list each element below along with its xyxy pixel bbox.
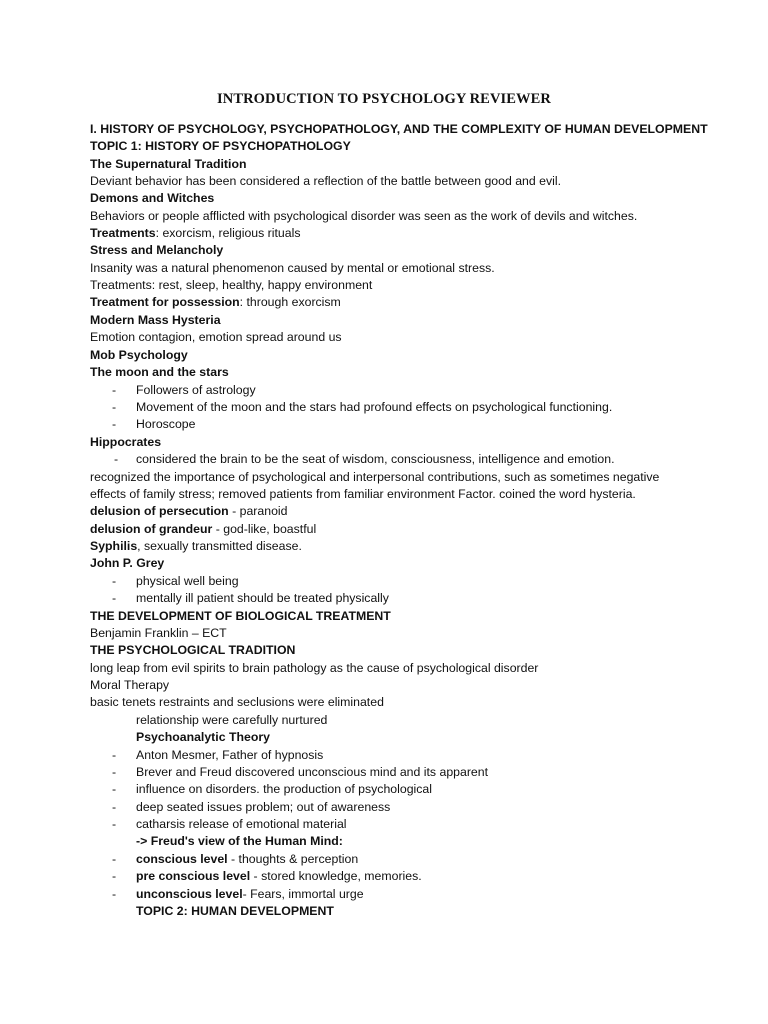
list-item-text: Anton Mesmer, Father of hypnosis bbox=[136, 748, 324, 762]
term-text: - god-like, boastful bbox=[212, 522, 317, 536]
text-line: relationship were carefully nurtured bbox=[136, 713, 328, 727]
text-line: effects of family stress; removed patients from familiar environment Factor. coined the word hysteria. bbox=[90, 487, 636, 501]
list-item bbox=[90, 382, 756, 399]
topic-heading: TOPIC 2: HUMAN DEVELOPMENT bbox=[136, 904, 334, 918]
term-text: - paranoid bbox=[228, 504, 288, 518]
list-item-text: influence on disorders. the production of psychological bbox=[136, 782, 432, 796]
list-item-text: catharsis release of emotional material bbox=[136, 817, 347, 831]
bold-term: Treatment for possession bbox=[90, 295, 240, 309]
bold-term: Treatments bbox=[90, 226, 156, 240]
text-line bbox=[90, 294, 710, 311]
bullet-dash: - bbox=[112, 574, 117, 588]
text-line: Deviant behavior has been considered a reflection of the battle between good and evil. bbox=[90, 174, 562, 188]
text-line: long leap from evil spirits to brain pathology as the cause of psychological disorder bbox=[90, 661, 539, 675]
subheading: Mob Psychology bbox=[90, 348, 188, 362]
list-item-text: Movement of the moon and the stars had profound effects on psychological functioning. bbox=[136, 400, 613, 414]
text-line: Moral Therapy bbox=[90, 678, 170, 692]
subheading: Stress and Melancholy bbox=[90, 243, 224, 257]
term-text: - Fears, immortal urge bbox=[242, 887, 364, 901]
section-heading: I. HISTORY OF PSYCHOLOGY, PSYCHOPATHOLOGY, AND THE COMPLEXITY OF HUMAN DEVELOPMENT bbox=[90, 122, 708, 136]
bullet-dash: - bbox=[112, 417, 117, 431]
list-item bbox=[90, 747, 756, 764]
list-item bbox=[90, 851, 756, 868]
subheading: The moon and the stars bbox=[90, 365, 229, 379]
list-item bbox=[90, 764, 756, 781]
bullet-dash: - bbox=[112, 383, 117, 397]
bold-term: Syphilis bbox=[90, 539, 138, 553]
bullet-dash: - bbox=[112, 400, 117, 414]
text-line bbox=[90, 225, 710, 242]
bold-term: delusion of persecution bbox=[90, 504, 229, 518]
subheading: THE DEVELOPMENT OF BIOLOGICAL TREATMENT bbox=[90, 609, 391, 623]
bold-term: pre conscious level bbox=[136, 869, 251, 883]
subheading: -> Freud's view of the Human Mind: bbox=[136, 834, 343, 848]
list-item bbox=[90, 781, 756, 798]
subheading: The Supernatural Tradition bbox=[90, 157, 247, 171]
list-item-text: Horoscope bbox=[136, 417, 196, 431]
list-item-text: deep seated issues problem; out of awareness bbox=[136, 800, 391, 814]
text-line: Emotion contagion, emotion spread around us bbox=[90, 330, 342, 344]
bold-term: conscious level bbox=[136, 852, 228, 866]
list-item-text: considered the brain to be the seat of wisdom, consciousness, intelligence and emotion. bbox=[136, 452, 615, 466]
list-item bbox=[90, 799, 756, 816]
term-text: : exorcism, religious rituals bbox=[155, 226, 301, 240]
bullet-dash: - bbox=[112, 591, 117, 605]
bullet-dash: - bbox=[112, 765, 117, 779]
term-text: - thoughts & perception bbox=[227, 852, 359, 866]
term-text: , sexually transmitted disease. bbox=[137, 539, 302, 553]
text-line bbox=[90, 538, 710, 555]
text-line: Insanity was a natural phenomenon caused by mental or emotional stress. bbox=[90, 261, 495, 275]
bullet-dash: - bbox=[112, 869, 117, 883]
list-item-text: Brever and Freud discovered unconscious mind and its apparent bbox=[136, 765, 489, 779]
subheading: THE PSYCHOLOGICAL TRADITION bbox=[90, 643, 296, 657]
bold-term: delusion of grandeur bbox=[90, 522, 213, 536]
bullet-dash: - bbox=[112, 887, 117, 901]
list-item bbox=[90, 573, 756, 590]
bullet-dash: - bbox=[112, 782, 117, 796]
text-line bbox=[90, 503, 710, 520]
bullet-dash: - bbox=[112, 800, 117, 814]
list-item-text: physical well being bbox=[136, 574, 239, 588]
bullet-dash: - bbox=[112, 817, 117, 831]
subheading: Hippocrates bbox=[90, 435, 162, 449]
text-line: Behaviors or people afflicted with psychological disorder was seen as the work of devils and witches. bbox=[90, 209, 638, 223]
list-item bbox=[90, 886, 756, 903]
list-item bbox=[90, 816, 756, 833]
list-item bbox=[90, 399, 756, 416]
bold-term: unconscious level bbox=[136, 887, 243, 901]
list-item bbox=[90, 416, 756, 433]
list-item bbox=[90, 451, 756, 468]
list-item-text: mentally ill patient should be treated physically bbox=[136, 591, 389, 605]
document-title: INTRODUCTION TO PSYCHOLOGY REVIEWER bbox=[217, 91, 551, 107]
list-item bbox=[90, 868, 756, 885]
topic-heading: TOPIC 1: HISTORY OF PSYCHOPATHOLOGY bbox=[90, 139, 351, 153]
subheading: Modern Mass Hysteria bbox=[90, 313, 221, 327]
bullet-dash: - bbox=[112, 852, 117, 866]
text-line: Benjamin Franklin – ECT bbox=[90, 626, 227, 640]
text-line: Treatments: rest, sleep, healthy, happy environment bbox=[90, 278, 373, 292]
text-line: basic tenets restraints and seclusions were eliminated bbox=[90, 695, 384, 709]
subheading: John P. Grey bbox=[90, 556, 165, 570]
subheading: Psychoanalytic Theory bbox=[136, 730, 270, 744]
list-item-text: Followers of astrology bbox=[136, 383, 256, 397]
bullet-dash: - bbox=[114, 452, 119, 466]
bullet-dash: - bbox=[112, 748, 117, 762]
text-line: recognized the importance of psychological and interpersonal contributions, such as sometimes negative bbox=[90, 470, 660, 484]
subheading: Demons and Witches bbox=[90, 191, 215, 205]
list-item bbox=[90, 590, 756, 607]
term-text: : through exorcism bbox=[239, 295, 341, 309]
text-line bbox=[90, 521, 710, 538]
term-text: - stored knowledge, memories. bbox=[250, 869, 422, 883]
